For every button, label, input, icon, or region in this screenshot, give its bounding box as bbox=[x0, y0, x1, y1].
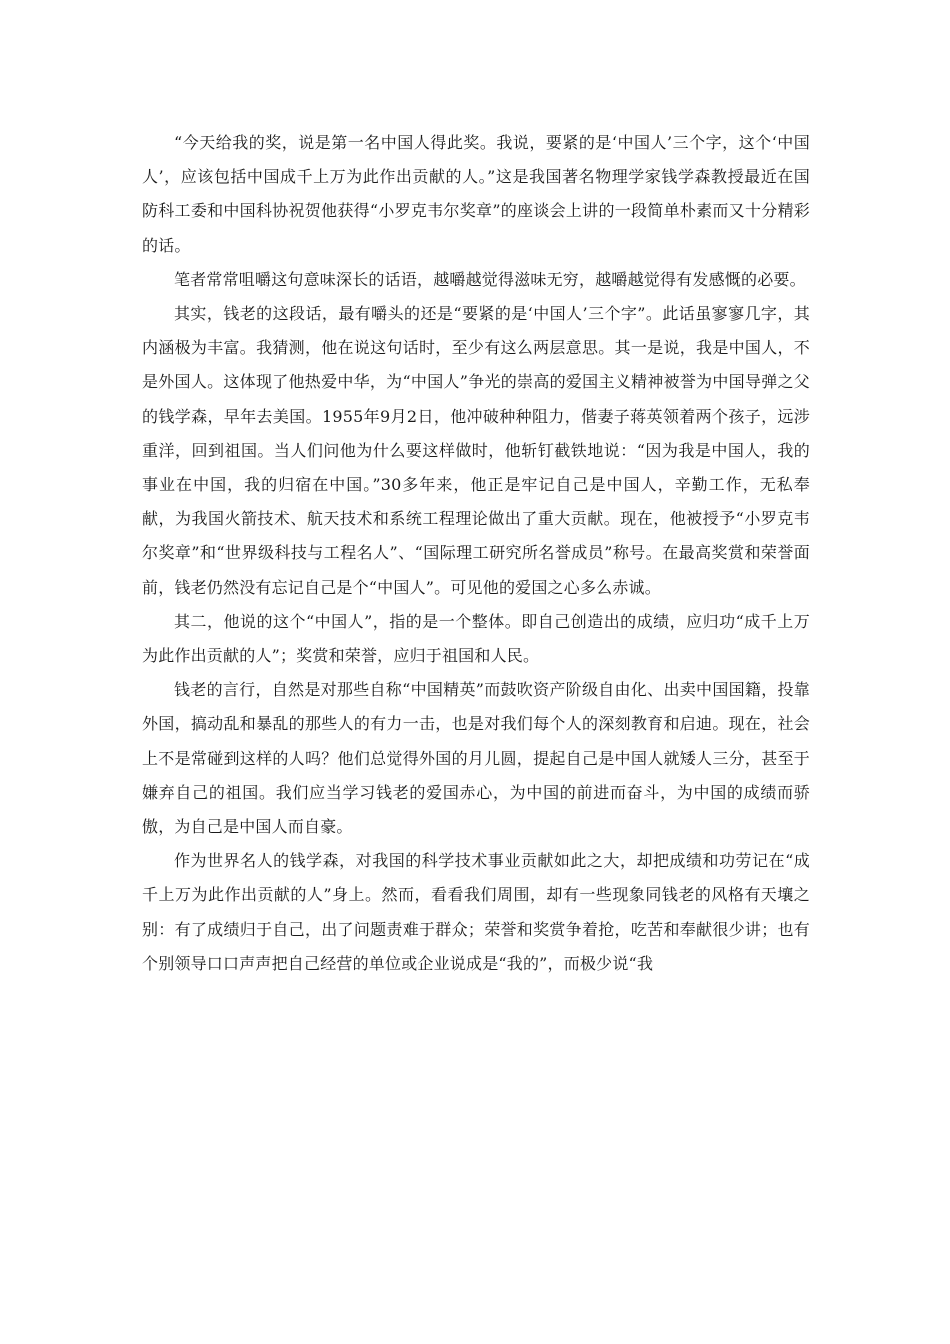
paragraph-4: 其二，他说的这个“中国人”，指的是一个整体。即自己创造出的成绩，应归功“成千上万为此作出贡献的人”；奖赏和荣誉，应归于祖国和人民。 bbox=[142, 611, 810, 666]
paragraph-3: 其实，钱老的这段话，最有嚼头的还是“要紧的是‘中国人’三个字”。此话虽寥寥几字，其内涵极为丰富。我猜测，他在说这句话时，至少有这么两层意思。其一是说，我是中国人，不是外国人。这体现了他热爱中华，为“中国人”争光的崇高的爱国主义精神被誉为中国导弹之父的钱学森，早年去美国。1955年9月2日，他冲破种种阻力，偕妻子蒋英领着两个孩子，远涉重洋，回到祖国。当人们问他为什么要这样做时，他斩钉截铁地说：“因为我是中国人，我的事业在中国，我的归宿在中国。”30多年来，他正是牢记自己是中国人，辛勤工作，无私奉献，为我国火箭技术、航天技术和系统工程理论做出了重大贡献。现在，他被授予“小罗克韦尔奖章”和“世界级科技与工程名人”、“国际理工研究所名誉成员”称号。在最高奖赏和荣誉面前，钱老仍然没有忘记自己是个“中国人”。可见他的爱国之心多么赤诚。 bbox=[142, 304, 810, 597]
paragraph-1: “今天给我的奖，说是第一名中国人得此奖。我说，要紧的是‘中国人’三个字，这个‘中国人’，应该包括中国成千上万为此作出贡献的人。”这是我国著名物理学家钱学森教授最近在国防科工委和中国科协祝贺他获得“小罗克韦尔奖章”的座谈会上讲的一段简单朴素而又十分精彩的话。 bbox=[142, 133, 810, 255]
paragraph-2: 笔者常常咀嚼这句意味深长的话语，越嚼越觉得滋味无穷，越嚼越觉得有发感慨的必要。 bbox=[174, 269, 806, 289]
article-body bbox=[142, 126, 810, 981]
paragraph-6: 作为世界名人的钱学森，对我国的科学技术事业贡献如此之大，却把成绩和功劳记在“成千上万为此作出贡献的人”身上。然而，看看我们周围，却有一些现象同钱老的风格有天壤之别：有了成绩归于自己，出了问题责难于群众；荣誉和奖赏争着抢，吃苦和奉献很少讲；也有个别领导口口声声把自己经营的单位或企业说成是“我的”，而极少说“我 bbox=[142, 851, 810, 973]
paragraph-5: 钱老的言行，自然是对那些自称“中国精英”而鼓吹资产阶级自由化、出卖中国国籍，投靠外国，搞动乱和暴乱的那些人的有力一击，也是对我们每个人的深刻教育和启迪。现在，社会上不是常碰到这样的人吗？他们总觉得外国的月儿圆，提起自己是中国人就矮人三分，甚至于嫌弃自己的祖国。我们应当学习钱老的爱国赤心，为中国的前进而奋斗，为中国的成绩而骄傲，为自己是中国人而自豪。 bbox=[142, 680, 810, 837]
